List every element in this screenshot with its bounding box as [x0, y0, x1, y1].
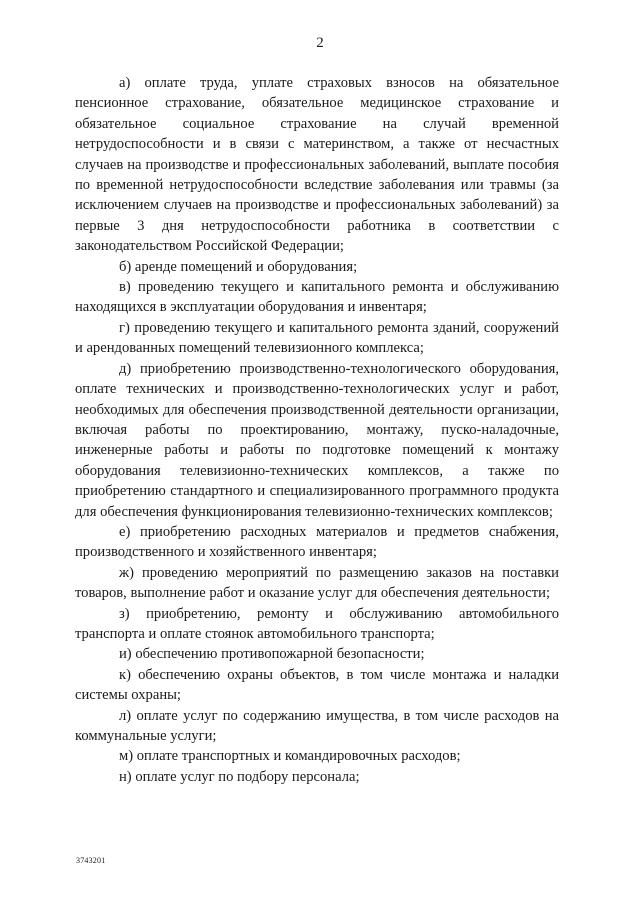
list-item: д) приобретению производственно-технологического оборудования, оплате технических и производственно-технологических услуг и работ, необходимых для обеспечения производственной деятельности организации, включая работы по проектированию, монтажу, пуско-наладочные, инженерные работы и работы по подготовке помещений к монтажу оборудования телевизионно-технических комплексов, а также по приобретению стандартного и специализированного программного продукта для обеспечения функционирования телевизионно-технических комплексов;: [75, 360, 559, 520]
list-item: и) обеспечению противопожарной безопасности;: [119, 646, 425, 663]
list-item: м) оплате транспортных и командировочных расходов;: [119, 748, 461, 765]
list-item: ж) проведению мероприятий по размещению заказов на поставки товаров, выполнение работ и оказание услуг для обеспечения деятельности;: [75, 564, 559, 602]
list-item: л) оплате услуг по содержанию имущества, в том числе расходов на коммунальные услуги;: [75, 707, 559, 744]
list-item: г) проведению текущего и капитального ремонта зданий, сооружений и арендованных помещений телевизионного комплекса;: [75, 319, 559, 357]
list-item: н) оплате услуг по подбору персонала;: [119, 768, 360, 785]
list-item: к) обеспечению охраны объектов, в том числе монтажа и наладки системы охраны;: [75, 666, 559, 704]
document-body: [75, 73, 559, 787]
list-item: е) приобретению расходных материалов и предметов снабжения, производственного и хозяйственного инвентаря;: [75, 523, 559, 561]
list-item: в) проведению текущего и капитального ремонта и обслуживанию находящихся в эксплуатации оборудования и инвентаря;: [75, 279, 559, 316]
list-item: з) приобретению, ремонту и обслуживанию автомобильного транспорта и оплате стоянок автомобильного транспорта;: [75, 605, 559, 642]
list-item: б) аренде помещений и оборудования;: [119, 258, 358, 275]
page-number: 2: [316, 35, 324, 51]
list-item: а) оплате труда, уплате страховых взносов на обязательное пенсионное страхование, обязательное медицинское страхование и обязательное социальное страхование на случай временной нетрудоспособности и в связи с материнством, а также от несчастных случаев на производстве и профессиональных заболеваний, выплате пособия по временной нетрудоспособности вследствие заболевания или травмы (за исключением случаев на производстве и профессиональных заболеваний) за первые 3 дня нетрудоспособности работника в соответствии с законодательством Российской Федерации;: [75, 75, 559, 255]
document-code: 3743201: [76, 856, 106, 865]
